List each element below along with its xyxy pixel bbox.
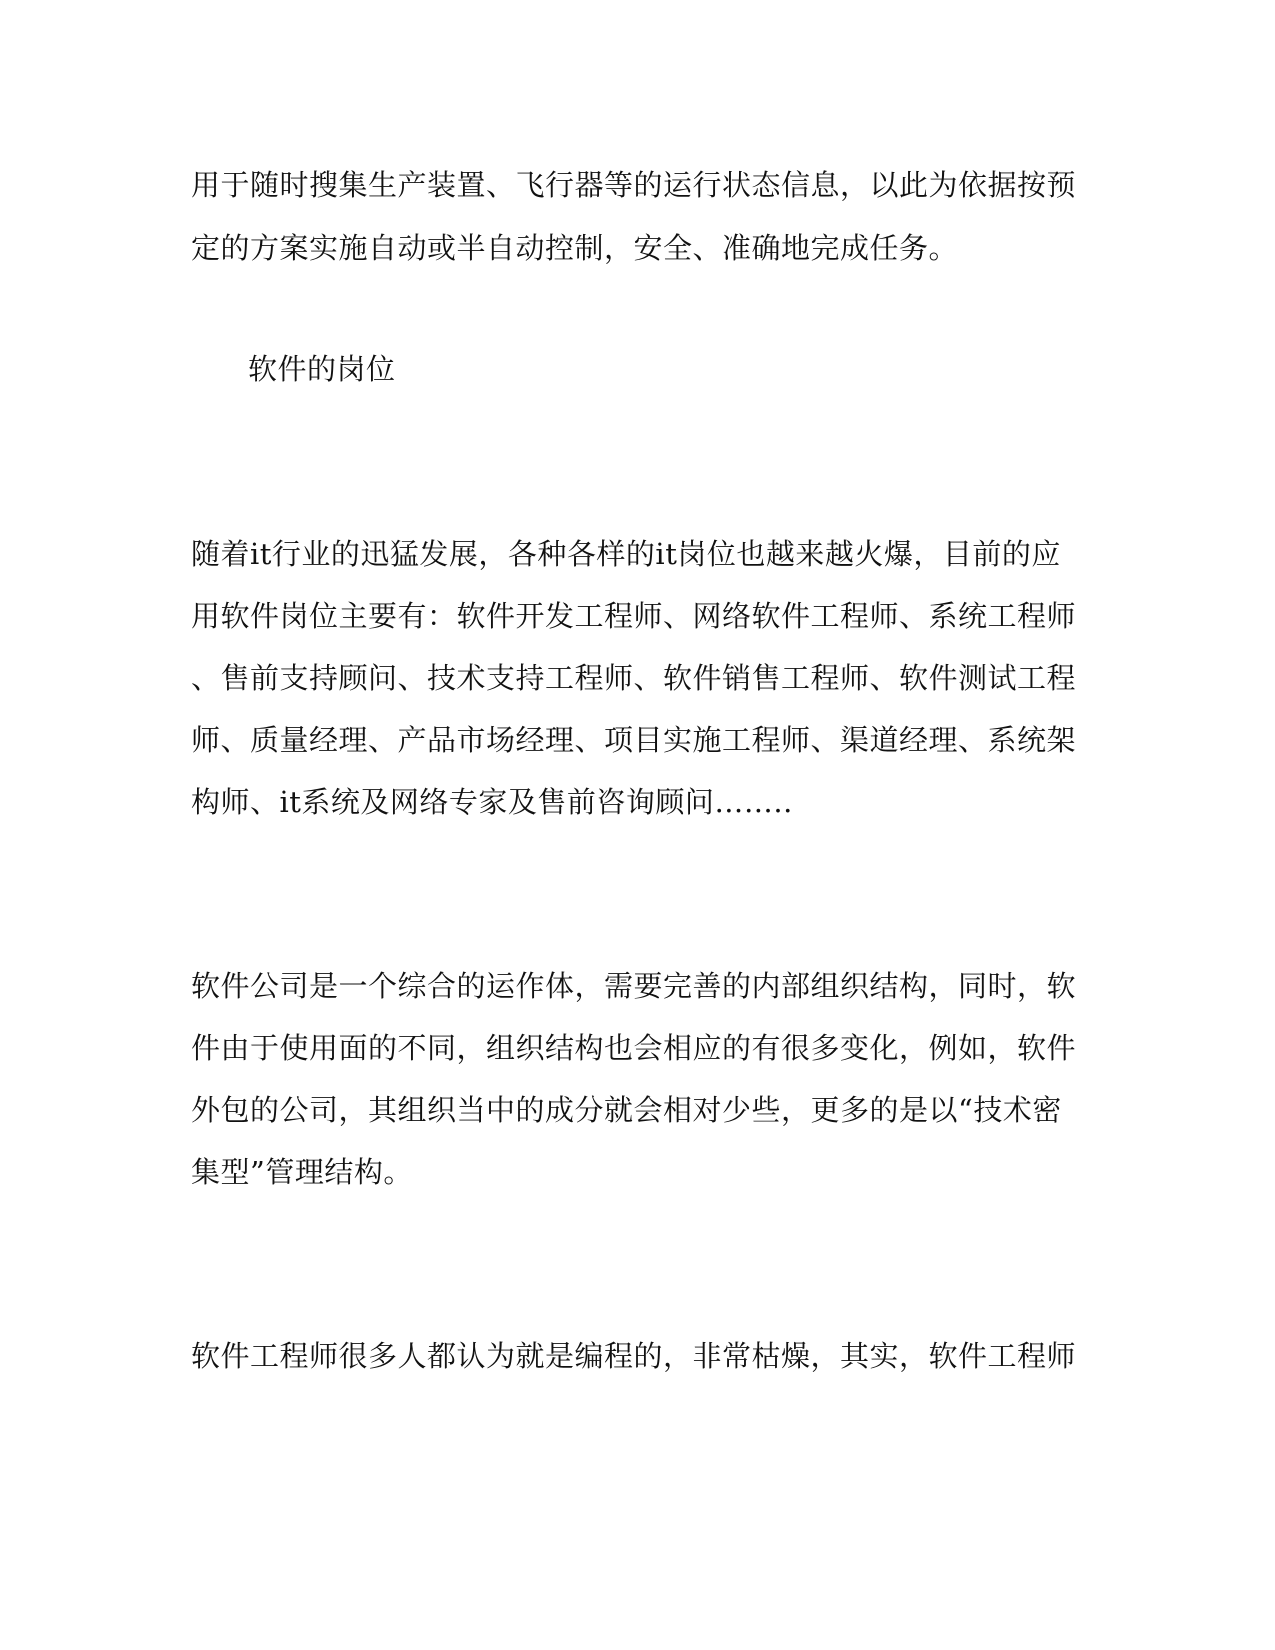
paragraph-3-line-1: 软件公司是一个综合的运作体，需要完善的内部组织结构，同时，软 xyxy=(191,969,1077,1003)
paragraph-2-line-4: 师、质量经理、产品市场经理、项目实施工程师、渠道经理、系统架 xyxy=(191,723,1077,757)
paragraph-4-line-1: 软件工程师很多人都认为就是编程的，非常枯燥，其实，软件工程师 xyxy=(191,1339,1077,1373)
paragraph-3-line-2: 件由于使用面的不同，组织结构也会相应的有很多变化，例如，软件 xyxy=(191,1031,1077,1065)
paragraph-2-line-3: 、售前支持顾问、技术支持工程师、软件销售工程师、软件测试工程 xyxy=(191,661,1077,695)
paragraph-3-line-4: 集型”管理结构。 xyxy=(191,1155,413,1189)
paragraph-2-line-5: 构师、it系统及网络专家及售前咨询顾问…….. xyxy=(191,785,793,819)
paragraph-1-line-1: 用于随时搜集生产装置、飞行器等的运行状态信息，以此为依据按预 xyxy=(191,168,1077,202)
section-heading: 软件的岗位 xyxy=(248,352,396,386)
paragraph-2-line-2: 用软件岗位主要有：软件开发工程师、网络软件工程师、系统工程师 xyxy=(191,599,1077,633)
paragraph-3-line-3: 外包的公司，其组织当中的成分就会相对少些，更多的是以“技术密 xyxy=(191,1093,1062,1127)
paragraph-1-line-2: 定的方案实施自动或半自动控制，安全、准确地完成任务。 xyxy=(191,231,959,265)
paragraph-2-line-1: 随着it行业的迅猛发展，各种各样的it岗位也越来越火爆，目前的应 xyxy=(191,537,1061,571)
